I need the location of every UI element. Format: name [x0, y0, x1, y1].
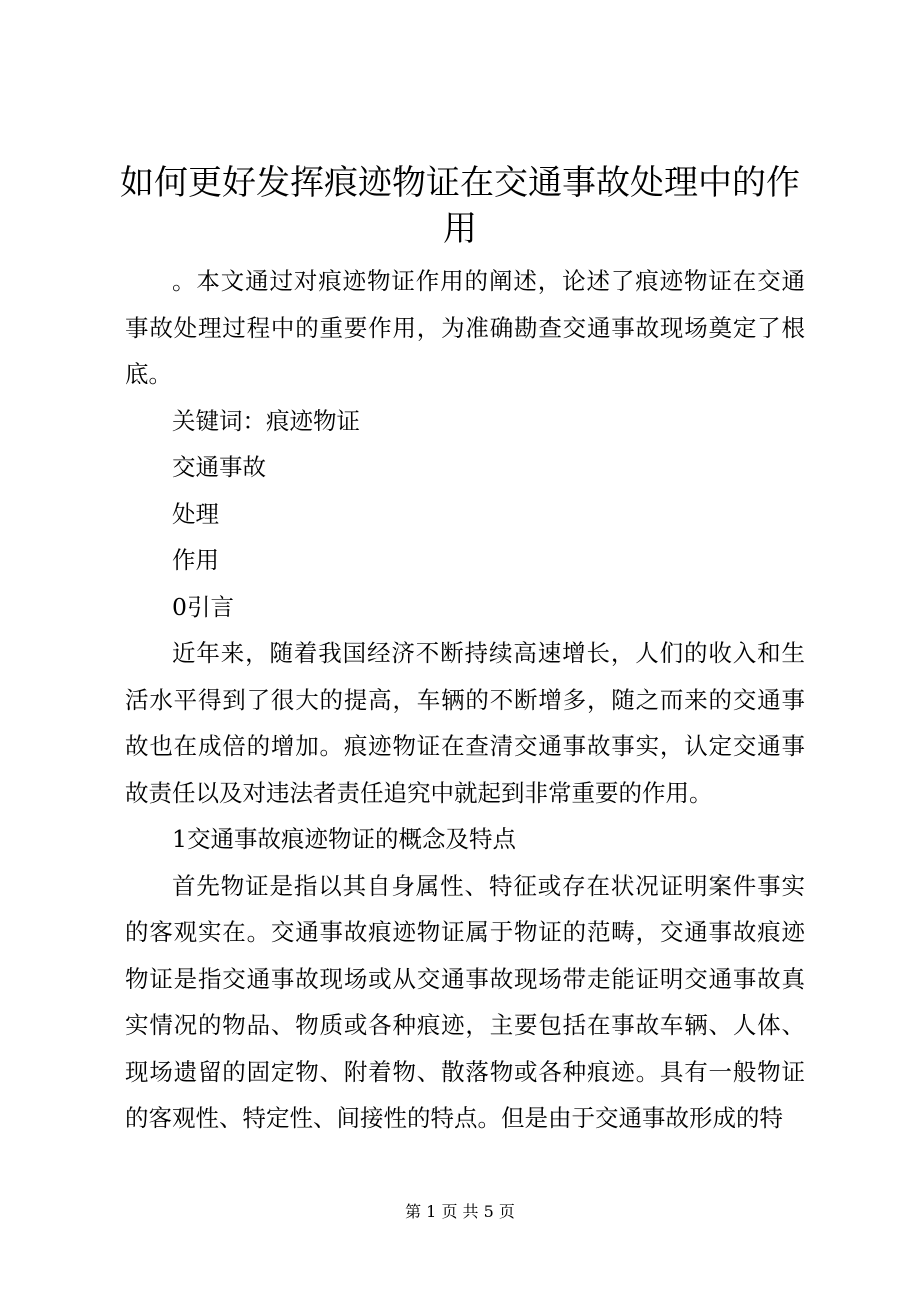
keyword-item: 处理 [172, 499, 219, 528]
body-paragraph: 首先物证是指以其自身属性、特征或存在状况证明案件事实的客观实在。交通事故痕迹物证属于物证的范畴，交通事故痕迹物证是指交通事故现场或从交通事故现场带走能证明交通事故真实情况的物品、物质或各种痕迹，主要包括在事故车辆、人体、现场遗留的固定物、附着物、散落物或各种痕迹。具有一般物证的客观性、特定性、间接性的特点。但是由于交通事故形成的特 [125, 871, 805, 1132]
section-heading-1: 1交通事故痕迹物证的概念及特点 [172, 825, 516, 853]
body-paragraph: 近年来，随着我国经济不断持续高速增长，人们的收入和生活水平得到了很大的提高，车辆的不断增多，随之而来的交通事故也在成倍的增加。痕迹物证在查清交通事故事实，认定交通事故责任以及对违法者责任追究中就起到非常重要的作用。 [125, 639, 805, 807]
abstract-paragraph: 。本文通过对痕迹物证作用的阐述，论述了痕迹物证在交通事故处理过程中的重要作用，为准确勘查交通事故现场奠定了根底。 [125, 267, 805, 388]
document-body [125, 258, 805, 1142]
keyword-item: 作用 [172, 546, 219, 574]
keyword-item: 交通事故 [172, 453, 266, 481]
page-footer: 第 1 页 共 5 页 [405, 1202, 515, 1221]
keywords-line: 关键词：痕迹物证 [172, 406, 360, 435]
section-heading-introduction: 0引言 [172, 592, 234, 621]
document-title: 如何更好发挥痕迹物证在交通事故处理中的作用 [120, 163, 800, 249]
